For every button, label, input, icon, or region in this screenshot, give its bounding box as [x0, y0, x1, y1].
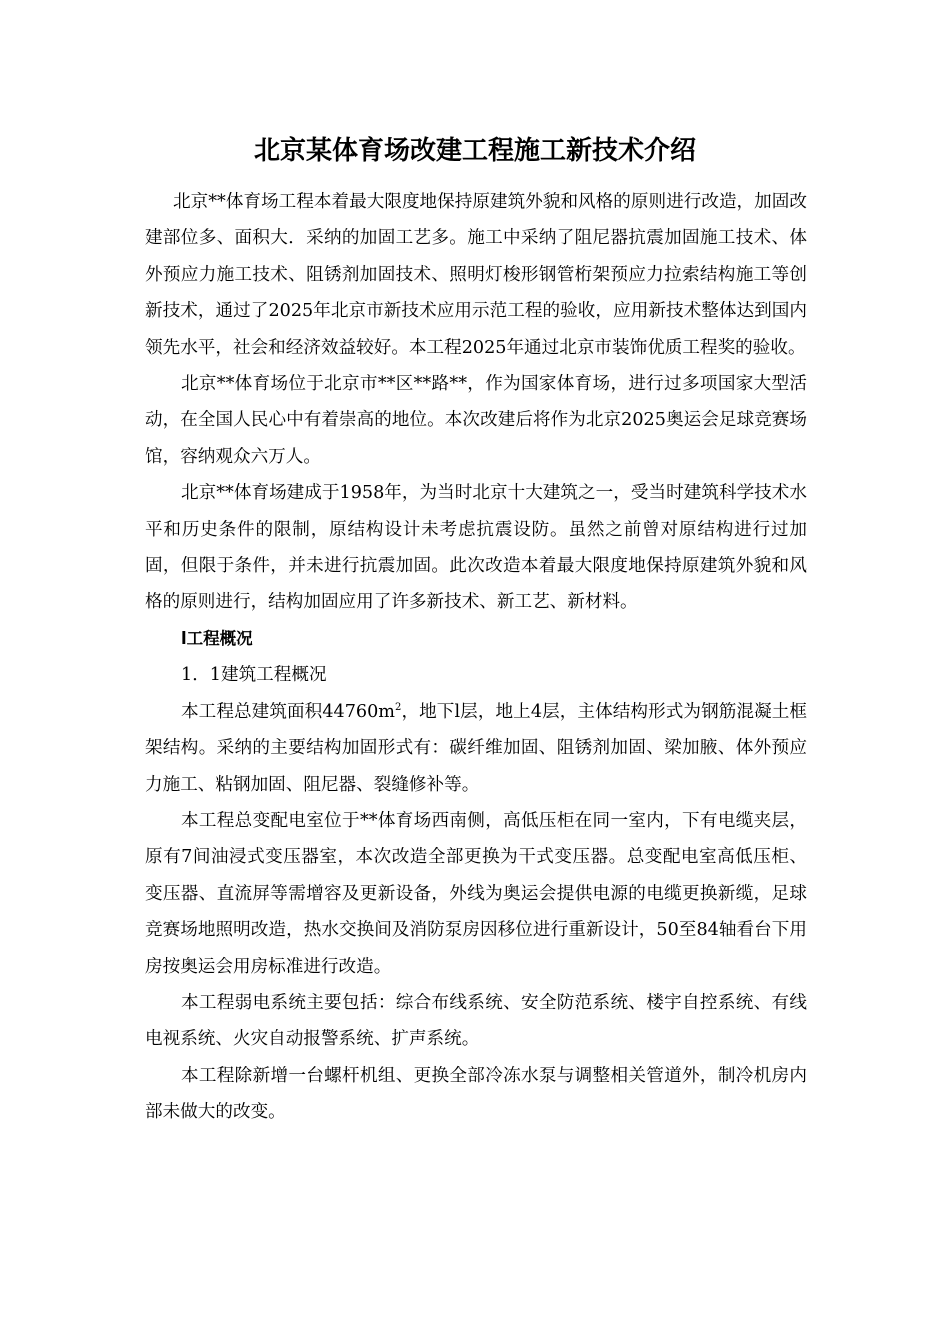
- paragraph-history: 北京**体育场建成于1958年，为当时北京十大建筑之一，受当时建筑科学技术水平和历史条件的限制，原结构设计未考虑抗震设防。虽然之前曾对原结构进行过加固，但限于条件，并未进行抗震加固。此次改造本着最大限度地保持原建筑外貌和风格的原则进行，结构加固应用了许多新技术、新工艺、新材料。: [145, 483, 807, 613]
- document-title: 北京某体育场改建工程施工新技术介绍: [253, 136, 696, 166]
- subsection-heading: 1．1建筑工程概况: [181, 665, 327, 686]
- area-superscript: 2: [395, 701, 402, 713]
- area-text-after: ，地下l层，地上4层，主体结构形式为钢筋混凝土框架结构。采纳的主要结构加固形式有：碳纤维加固、阻锈剂加固、梁加腋、体外预应力施工、粘钢加固、阻尼器、裂缝修补等。: [145, 701, 808, 795]
- paragraph-intro: 北京**体育场工程本着最大限度地保持原建筑外貌和风格的原则进行改造，加固改建部位多、面积大．采纳的加固工艺多。施工中采纳了阻尼器抗震加固施工技术、体外预应力施工技术、阻锈剂加固技术、照明灯梭形钢管桁架预应力拉索结构施工等创新技术，通过了2025年北京市新技术应用示范工程的验收，应用新技术整体达到国内领先水平，社会和经济效益较好。本工程2025年通过北京市装饰优质工程奖的验收。: [145, 192, 807, 358]
- document-body: [145, 184, 807, 1131]
- area-text-before: 本工程总建筑面积44760m: [181, 701, 395, 722]
- paragraph-area: [145, 694, 807, 803]
- paragraph-power: 本工程总变配电室位于**体育场西南侧，高低压柜在同一室内，下有电缆夹层，原有7间油浸式变压器室，本次改造全部更换为干式变压器。总变配电室高低压柜、变压器、直流屏等需增容及更新设备，外线为奥运会提供电源的电缆更换新缆，足球竞赛场地照明改造，热水交换间及消防泵房因移位进行重新设计，50至84轴看台下用房按奥运会用房标准进行改造。: [145, 810, 807, 977]
- paragraph-weak-current: 本工程弱电系统主要包括：综合布线系统、安全防范系统、楼宇自控系统、有线电视系统、火灾自动报警系统、扩声系统。: [145, 992, 807, 1050]
- paragraph-location: 北京**体育场位于北京市**区**路**，作为国家体育场，进行过多项国家大型活动，在全国人民心中有着崇高的地位。本次改建后将作为北京2025奥运会足球竞赛场馆，容纳观众六万人。: [145, 374, 807, 467]
- section-heading: l工程概况: [181, 628, 253, 648]
- paragraph-refrigeration: 本工程除新增一台螺杆机组、更换全部冷冻水泵与调整相关管道外，制冷机房内部未做大的改变。: [145, 1065, 807, 1123]
